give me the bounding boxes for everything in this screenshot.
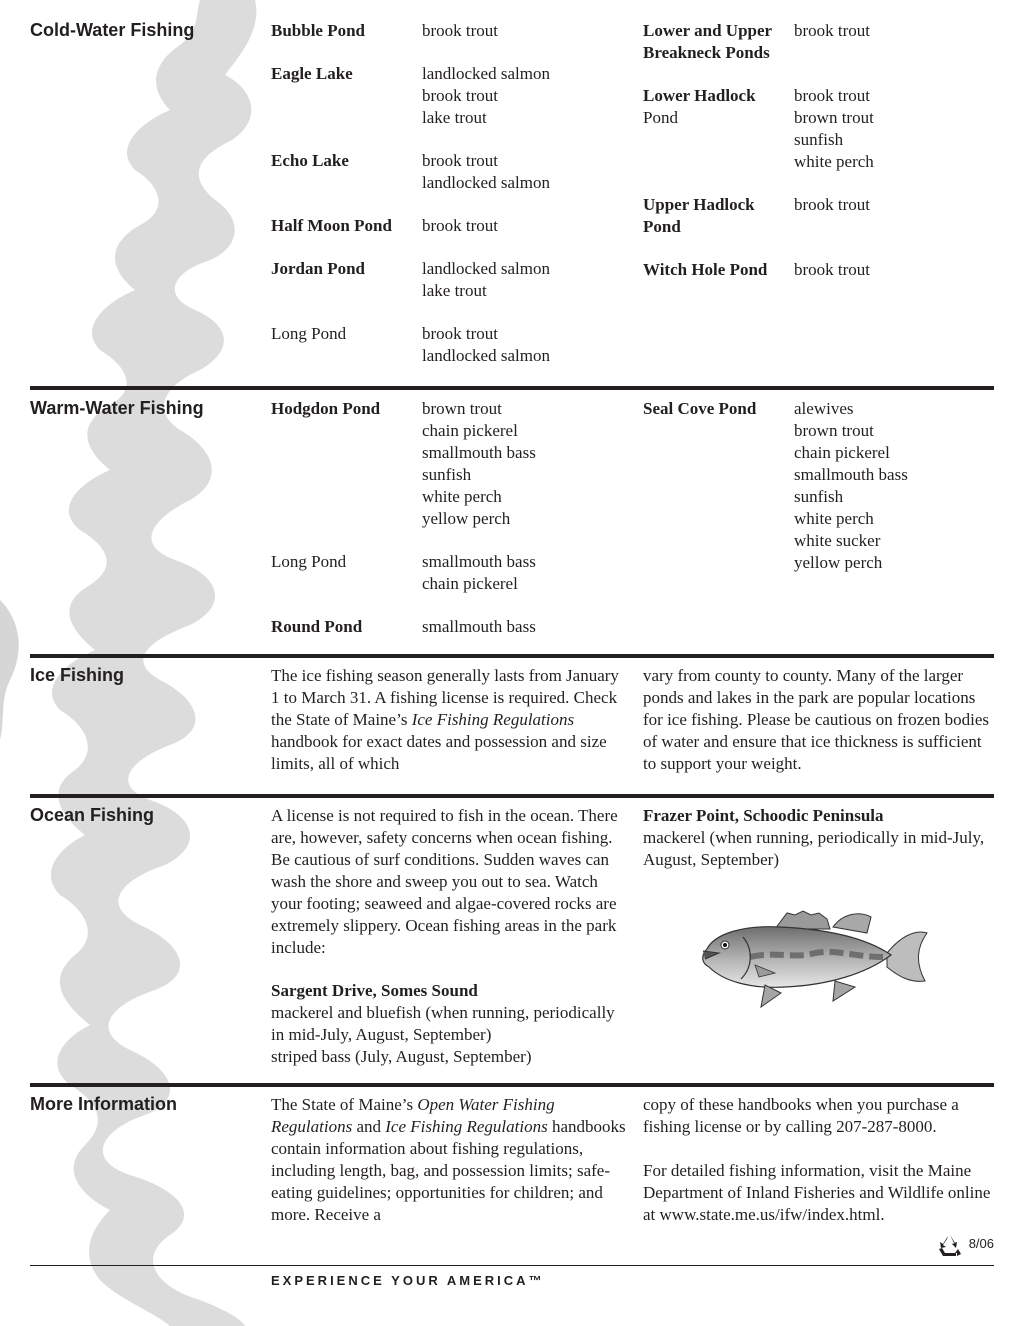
section-divider <box>30 654 994 658</box>
ocean-intro: A license is not required to fish in the ocean. There are, however, safety concerns when ocean fishing. Be cautious of surf conditions. Sudden waves can wash the shore and sweep you out to sea. Watch your footing; seaweed and algae-covered rocks are extremely slippery. Ocean fishing areas in the park include: <box>271 806 618 957</box>
handbook-title: Ice Fishing Regulations <box>385 1117 548 1136</box>
species: brook trout <box>422 151 499 170</box>
handbook-title: Ice Fishing Regulations <box>411 710 575 729</box>
species: smallmouth bass <box>794 465 908 484</box>
section-divider <box>30 1083 994 1087</box>
section-title: Warm-Water Fishing <box>30 398 204 418</box>
ice-paragraph <box>271 665 631 775</box>
pond-name: Jordan Pond <box>271 259 365 278</box>
tagline: EXPERIENCE YOUR AMERICA™ <box>271 1273 545 1288</box>
species: yellow perch <box>422 509 511 528</box>
bass-fish-illustration <box>695 907 935 1015</box>
handbook-title: Open Water Fishing Regulations <box>271 1095 555 1136</box>
date-code: 8/06 <box>968 1236 994 1251</box>
text-run: The ice fishing season generally lasts from January 1 to March 31. A fishing license is required. Check the State of Maine’s <box>271 666 619 729</box>
list-item <box>271 551 631 595</box>
pond-name: Witch Hole Pond <box>643 260 768 279</box>
pond-name: Seal Cove Pond <box>643 399 757 418</box>
location-detail: mackerel (when running, periodically in mid-July, August, September) <box>643 828 985 869</box>
species: lake trout <box>422 108 487 127</box>
species: brown trout <box>794 108 874 127</box>
pond-name: Long Pond <box>271 324 347 343</box>
species: white sucker <box>794 531 881 550</box>
section-title: Ice Fishing <box>30 665 125 685</box>
pond-name: Hodgdon Pond <box>271 399 381 418</box>
species: landlocked salmon <box>422 64 550 83</box>
species: brook trout <box>794 21 871 40</box>
pond-name: Pond <box>643 217 681 236</box>
species: landlocked salmon <box>422 346 550 365</box>
pond-name: Lower and Upper <box>643 21 773 40</box>
list-item <box>271 150 631 194</box>
species: sunfish <box>422 465 472 484</box>
species: smallmouth bass <box>422 443 536 462</box>
section-divider <box>30 386 994 390</box>
list-item <box>271 20 631 42</box>
list-item <box>271 398 631 530</box>
more-paragraph-link: For detailed fishing information, visit the Maine Department of Inland Fisheries and Wildlife online at www.state.me.us/ifw/index.html. <box>643 1161 991 1224</box>
more-paragraph-continued: copy of these handbooks when you purchase a fishing license or by calling 207-287-8000. <box>643 1095 959 1136</box>
species: landlocked salmon <box>422 259 550 278</box>
list-item <box>271 323 631 367</box>
pond-name: Pond <box>643 108 678 127</box>
species: alewives <box>794 399 854 418</box>
more-paragraph <box>271 1094 631 1226</box>
species: white perch <box>794 509 874 528</box>
text-run: handbooks contain information about fishing regulations, including length, bag, and possession limits; safe-eating guidelines; opportunities for children; and more. Receive a <box>271 1117 626 1224</box>
species: brook trout <box>794 195 871 214</box>
species: brook trout <box>794 260 871 279</box>
species: smallmouth bass <box>422 617 536 636</box>
pond-name: Upper Hadlock <box>643 195 755 214</box>
location-detail: mackerel and bluefish (when running, periodically in mid-July, August, September) <box>271 1003 615 1044</box>
species: white perch <box>422 487 502 506</box>
section-divider <box>30 794 994 798</box>
location-heading: Sargent Drive, Somes Sound <box>271 981 478 1000</box>
species: chain pickerel <box>422 574 518 593</box>
list-item <box>271 63 631 129</box>
cold-left-column <box>271 20 631 388</box>
species: brown trout <box>794 421 874 440</box>
location-detail: striped bass (July, August, September) <box>271 1047 532 1066</box>
pond-name: Breakneck Ponds <box>643 43 770 62</box>
species: brook trout <box>422 21 499 40</box>
species: chain pickerel <box>422 421 518 440</box>
list-item <box>643 259 995 281</box>
species: sunfish <box>794 487 844 506</box>
species: brook trout <box>422 86 499 105</box>
footer-divider <box>30 1265 994 1266</box>
species: brown trout <box>422 399 502 418</box>
location-heading: Frazer Point, Schoodic Peninsula <box>643 806 884 825</box>
species: landlocked salmon <box>422 173 550 192</box>
more-right-column <box>643 1094 995 1226</box>
pond-name: Bubble Pond <box>271 21 366 40</box>
section-title: Ocean Fishing <box>30 805 155 825</box>
section-title: More Information <box>30 1094 177 1114</box>
ice-left-column <box>271 665 631 775</box>
species: chain pickerel <box>794 443 890 462</box>
recycle-icon <box>936 1234 964 1258</box>
warm-left-column <box>271 398 631 659</box>
list-item <box>271 215 631 237</box>
section-title: Cold-Water Fishing <box>30 20 195 40</box>
species: yellow perch <box>794 553 883 572</box>
list-item <box>643 20 995 64</box>
pond-name: Echo Lake <box>271 151 349 170</box>
text-run: and <box>352 1117 386 1136</box>
cold-right-column <box>643 20 995 302</box>
ice-paragraph-continued: vary from county to county. Many of the larger ponds and lakes in the park are popular locations for ice fishing. Please be cautious on frozen bodies of water and ensure that ice thickness is sufficient to support your weight. <box>643 666 990 773</box>
pond-name: Round Pond <box>271 617 363 636</box>
list-item <box>643 194 995 238</box>
ice-right-column <box>643 665 995 775</box>
more-left-column <box>271 1094 631 1226</box>
pond-name: Long Pond <box>271 552 347 571</box>
text-run: The State of Maine’s <box>271 1095 418 1114</box>
ocean-right-column <box>643 805 995 871</box>
warm-right-column <box>643 398 995 595</box>
pond-name: Lower Hadlock <box>643 86 756 105</box>
text-run: handbook for exact dates and possession and size limits, all of which <box>271 732 607 773</box>
ocean-left-column <box>271 805 631 1068</box>
species: white perch <box>794 152 874 171</box>
species: brook trout <box>422 216 499 235</box>
species: sunfish <box>794 130 844 149</box>
pond-name: Half Moon Pond <box>271 216 392 235</box>
list-item <box>271 258 631 302</box>
list-item <box>643 398 995 574</box>
species: brook trout <box>794 86 871 105</box>
list-item <box>271 616 631 638</box>
list-item <box>643 85 995 173</box>
species: smallmouth bass <box>422 552 536 571</box>
pond-name: Eagle Lake <box>271 64 353 83</box>
species: lake trout <box>422 281 487 300</box>
species: brook trout <box>422 324 499 343</box>
